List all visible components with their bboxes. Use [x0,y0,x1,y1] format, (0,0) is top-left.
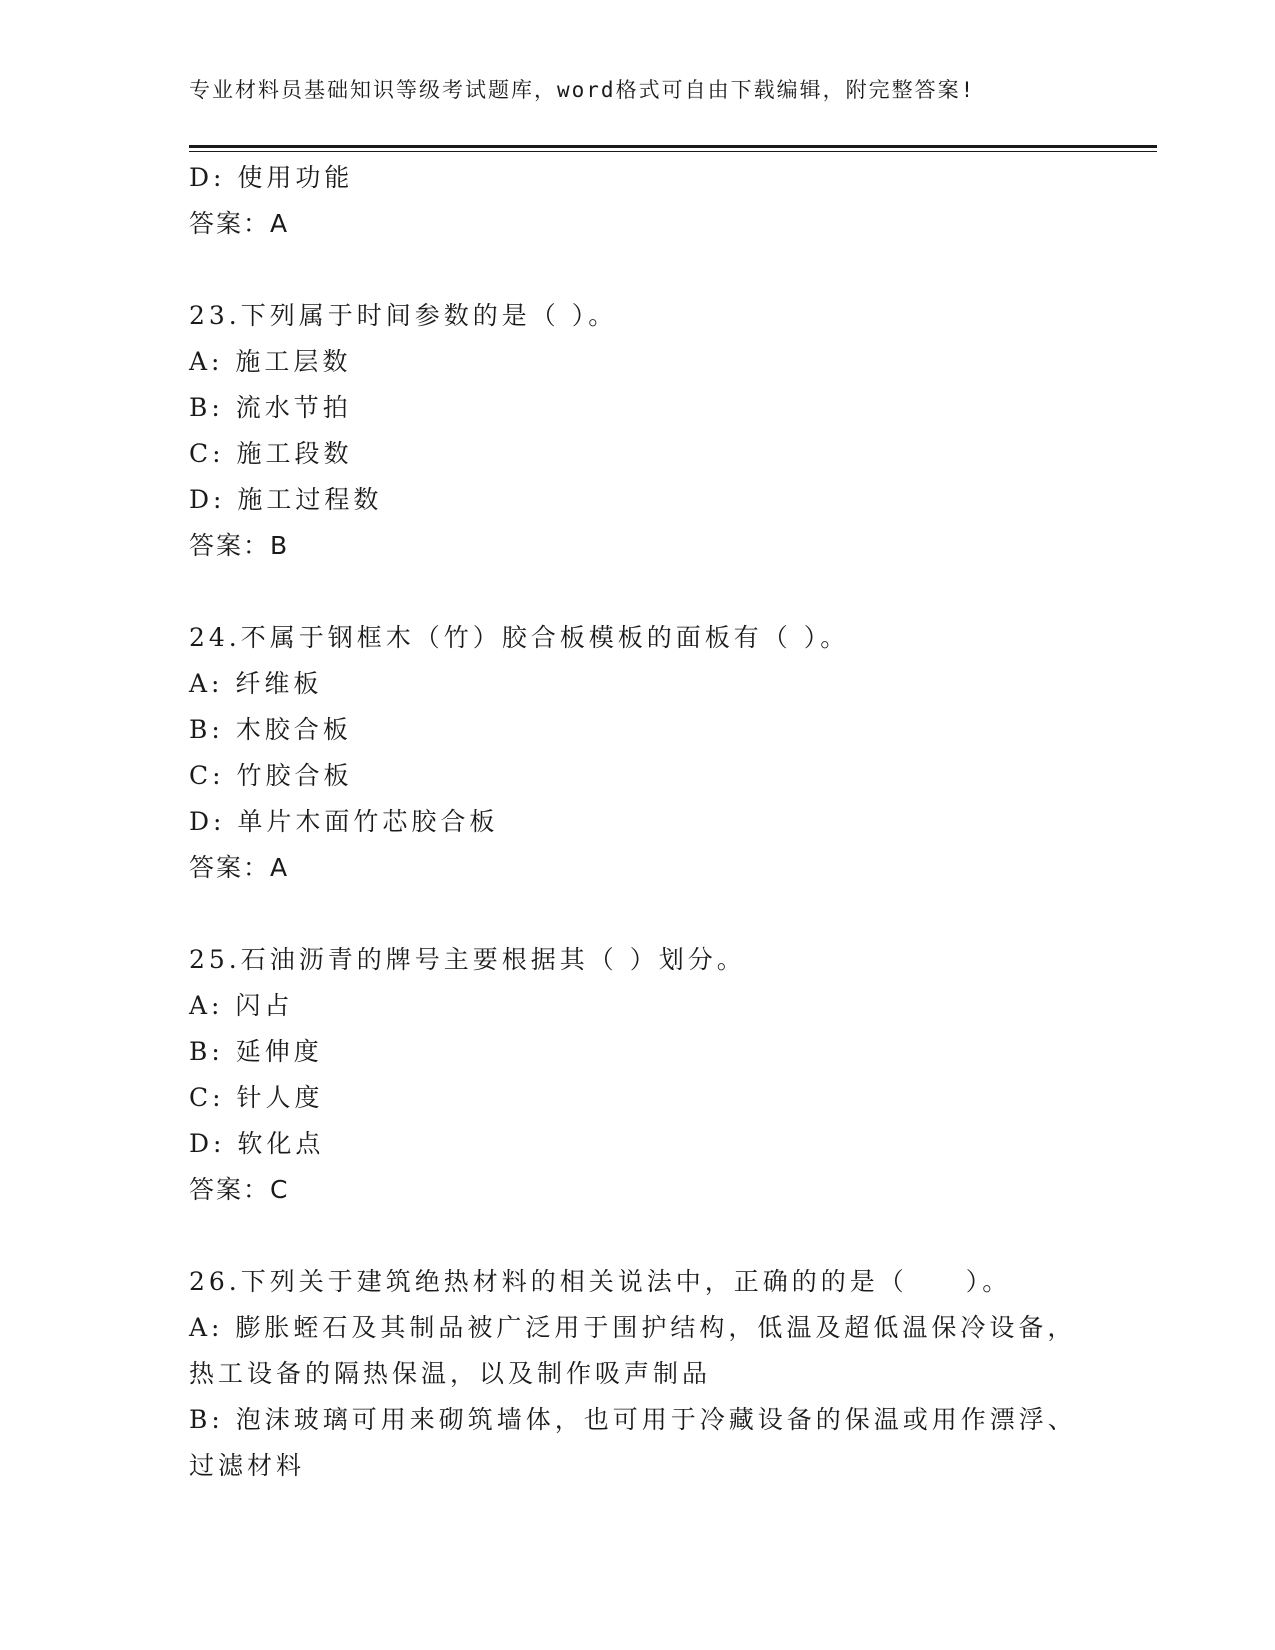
answer: 答案：A [189,853,290,882]
question-26 [189,1259,1089,1489]
question-25 [189,937,1089,1213]
header-rule-thin [189,151,1157,152]
prev-option-d: D: 使用功能 [189,163,354,192]
spacer [189,569,1089,615]
header-rule-thick [189,145,1157,148]
option-b: B: 木胶合板 [189,715,352,744]
question-text: 26.下列关于建筑绝热材料的相关说法中，正确的的是（ ）。 [189,1267,1012,1296]
option-b: B: 延伸度 [189,1037,323,1066]
option-b-line2: 过滤材料 [189,1451,306,1480]
question-text: 23.下列属于时间参数的是（ ）。 [189,301,618,330]
question-24 [189,615,1089,891]
option-a: A: 施工层数 [189,347,352,376]
answer: 答案：B [189,531,290,560]
option-c: C: 竹胶合板 [189,761,353,790]
option-d: D: 施工过程数 [189,485,383,514]
prev-answer: 答案：A [189,209,290,238]
option-b-line1: B: 泡沫玻璃可用来砌筑墙体，也可用于冷藏设备的保温或用作漂浮、 [189,1405,1077,1434]
option-a: A: 闪占 [189,991,294,1020]
option-b: B: 流水节拍 [189,393,352,422]
question-text: 25.石油沥青的牌号主要根据其（ ）划分。 [189,945,746,974]
option-d: D: 软化点 [189,1129,325,1158]
option-c: C: 针人度 [189,1083,324,1112]
option-a-line1: A: 膨胀蛭石及其制品被广泛用于围护结构，低温及超低温保冷设备， [189,1313,1077,1342]
option-a: A: 纤维板 [189,669,323,698]
spacer [189,891,1089,937]
question-23 [189,293,1089,569]
option-d: D: 单片木面竹芯胶合板 [189,807,499,836]
spacer [189,1213,1089,1259]
option-a-line2: 热工设备的隔热保温，以及制作吸声制品 [189,1359,712,1388]
document-header: 专业材料员基础知识等级考试题库，word格式可自由下载编辑，附完整答案! [189,78,976,102]
spacer [189,247,1089,293]
question-list [189,155,1089,1489]
answer: 答案：C [189,1175,290,1204]
option-c: C: 施工段数 [189,439,353,468]
question-text: 24.不属于钢框木（竹）胶合板模板的面板有（ ）。 [189,623,850,652]
